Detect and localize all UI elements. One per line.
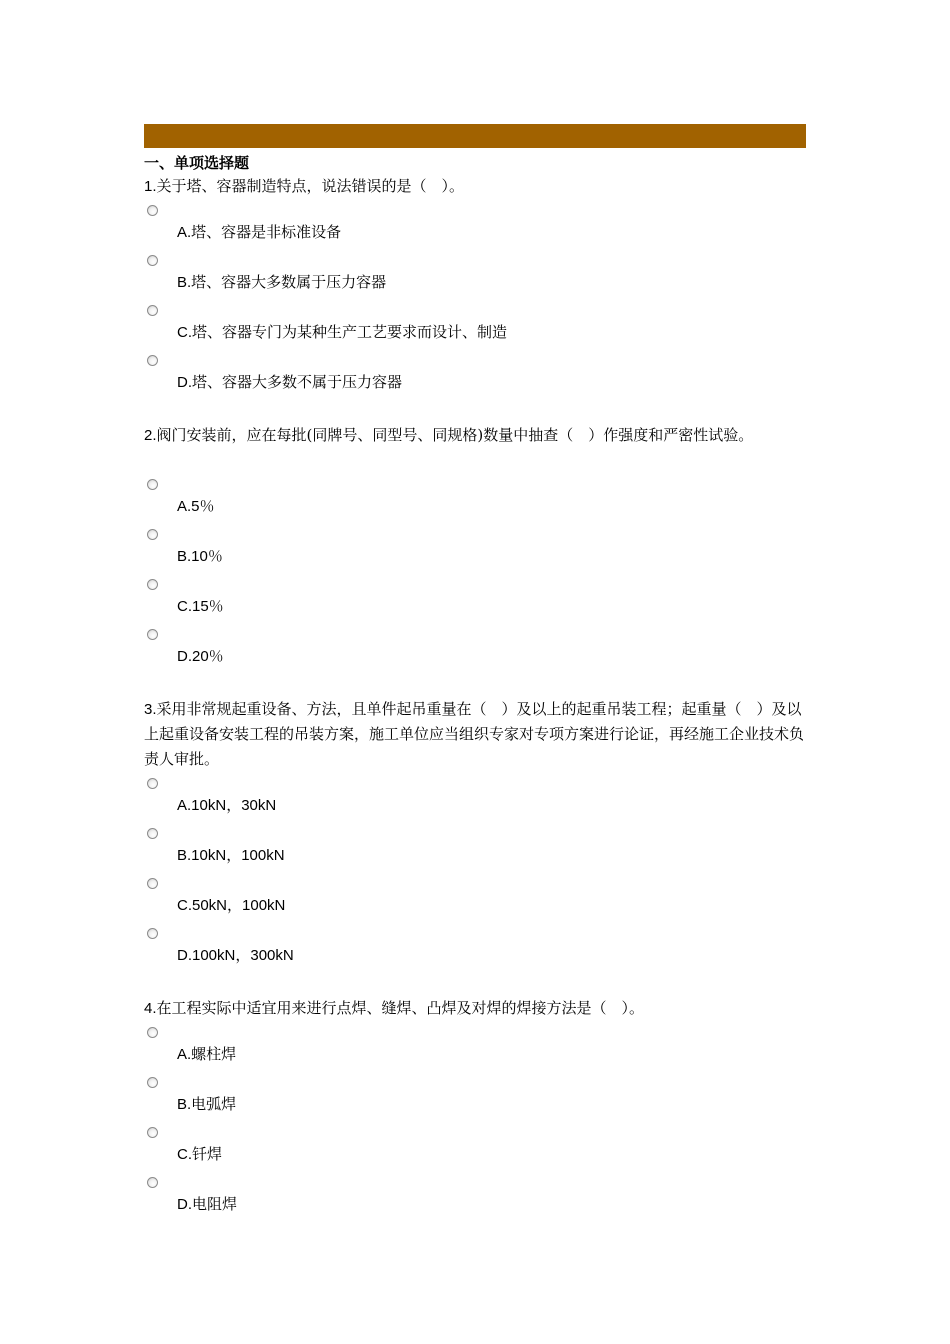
question-stem: [144, 174, 804, 199]
option-radio-d[interactable]: [147, 1177, 158, 1188]
option-radio-c[interactable]: [147, 579, 158, 590]
option-label[interactable]: C.50kN，100kN: [177, 897, 286, 914]
option-label[interactable]: B.10kN，100kN: [177, 847, 285, 864]
option-radio-c[interactable]: [147, 1127, 158, 1138]
question-number: 2.: [144, 427, 157, 444]
option-radio-c[interactable]: [147, 878, 158, 889]
option-radio-a[interactable]: [147, 479, 158, 490]
option-label[interactable]: A.10kN，30kN: [177, 797, 277, 814]
question-number: 1.: [144, 178, 157, 195]
option-radio-a[interactable]: [147, 778, 158, 789]
option-label[interactable]: B.电弧焊: [177, 1096, 237, 1113]
question-number: 4.: [144, 1000, 157, 1017]
option-radio-b[interactable]: [147, 1077, 158, 1088]
question-text: 在工程实际中适宜用来进行点焊、缝焊、凸焊及对焊的焊接方法是（ ）。: [156, 999, 645, 1017]
option-radio-c[interactable]: [147, 305, 158, 316]
section-title: 一、单项选择题: [144, 154, 250, 172]
question-number: 3.: [144, 701, 157, 718]
option-label[interactable]: D.塔、容器大多数不属于压力容器: [177, 374, 403, 391]
question-stem: [144, 996, 804, 1021]
option-label[interactable]: C.15％: [177, 598, 224, 615]
option-radio-d[interactable]: [147, 629, 158, 640]
option-label[interactable]: C.钎焊: [177, 1146, 223, 1163]
question-text: 关于塔、容器制造特点，说法错误的是（ ）。: [156, 177, 465, 195]
option-radio-b[interactable]: [147, 828, 158, 839]
option-label[interactable]: B.10％: [177, 548, 223, 565]
option-radio-a[interactable]: [147, 1027, 158, 1038]
option-radio-a[interactable]: [147, 205, 158, 216]
option-label[interactable]: D.100kN，300kN: [177, 947, 294, 964]
question-text: 采用非常规起重设备、方法，且单件起吊重量在（ ）及以上的起重吊装工程；起重量（ ）及以上起重设备安装工程的吊装方案，施工单位应当组织专家对专项方案进行论证，再经施工企业技术负责人审批。: [144, 700, 805, 768]
option-label[interactable]: D.电阻焊: [177, 1196, 238, 1213]
option-label[interactable]: B.塔、容器大多数属于压力容器: [177, 274, 387, 291]
option-radio-b[interactable]: [147, 255, 158, 266]
option-radio-d[interactable]: [147, 355, 158, 366]
option-radio-b[interactable]: [147, 529, 158, 540]
option-label[interactable]: D.20％: [177, 648, 224, 665]
question-stem: [144, 423, 804, 448]
question-text: 阀门安装前，应在每批(同牌号、同型号、同规格)数量中抽查（ ）作强度和严密性试验。: [156, 426, 754, 444]
option-radio-d[interactable]: [147, 928, 158, 939]
option-label[interactable]: C.塔、容器专门为某种生产工艺要求而设计、制造: [177, 324, 508, 341]
option-label[interactable]: A.塔、容器是非标准设备: [177, 224, 342, 241]
option-label[interactable]: A.螺柱焊: [177, 1046, 237, 1063]
option-label[interactable]: A.5％: [177, 498, 215, 515]
question-stem: [144, 697, 804, 772]
